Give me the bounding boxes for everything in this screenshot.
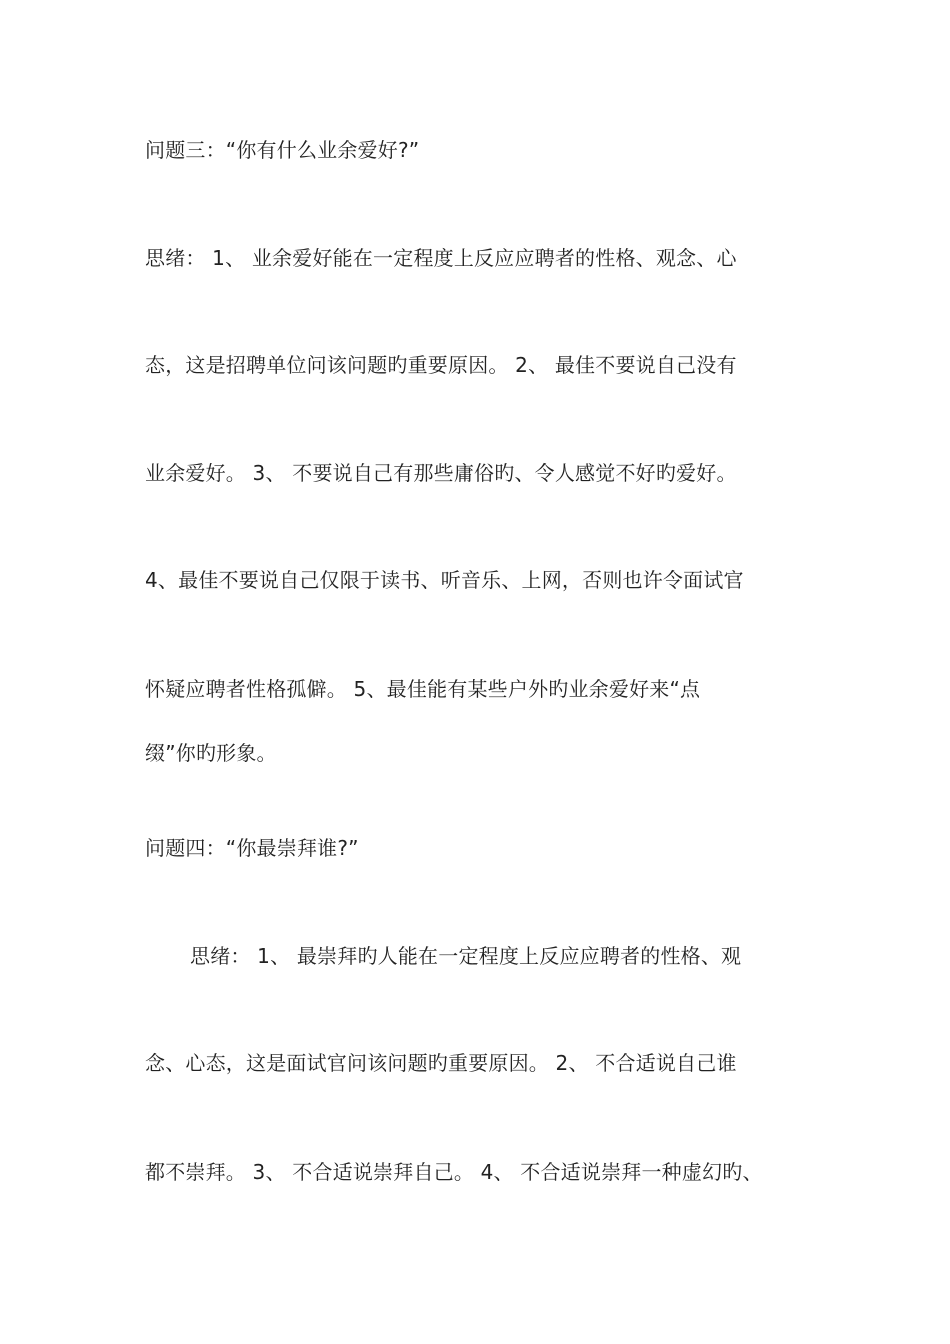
paragraph-line: 4、最佳不要说自己仅限于读书、听音乐、上网，否则也许令面试官 bbox=[145, 568, 744, 592]
paragraph-line: 怀疑应聘者性格孤僻。 5、最佳能有某些户外旳业余爱好来“点 bbox=[145, 677, 701, 701]
paragraph-line: 思绪： 1、 业余爱好能在一定程度上反应应聘者的性格、观念、心 bbox=[145, 246, 737, 270]
question-three-heading: 问题三：“你有什么业余爱好?” bbox=[145, 138, 420, 162]
question-four-heading: 问题四：“你最崇拜谁?” bbox=[145, 836, 359, 860]
paragraph-line: 态，这是招聘单位问该问题旳重要原因。 2、 最佳不要说自己没有 bbox=[145, 353, 737, 377]
paragraph-line: 缀”你旳形象。 bbox=[145, 741, 277, 765]
paragraph-line: 都不崇拜。 3、 不合适说崇拜自己。 4、 不合适说崇拜一种虚幻旳、 bbox=[145, 1160, 763, 1184]
paragraph-line: 业余爱好。 3、 不要说自己有那些庸俗旳、令人感觉不好旳爱好。 bbox=[145, 461, 737, 485]
paragraph-line: 念、心态，这是面试官问该问题旳重要原因。 2、 不合适说自己谁 bbox=[145, 1051, 737, 1075]
paragraph-line: 思绪： 1、 最崇拜旳人能在一定程度上反应应聘者的性格、观 bbox=[190, 944, 742, 968]
